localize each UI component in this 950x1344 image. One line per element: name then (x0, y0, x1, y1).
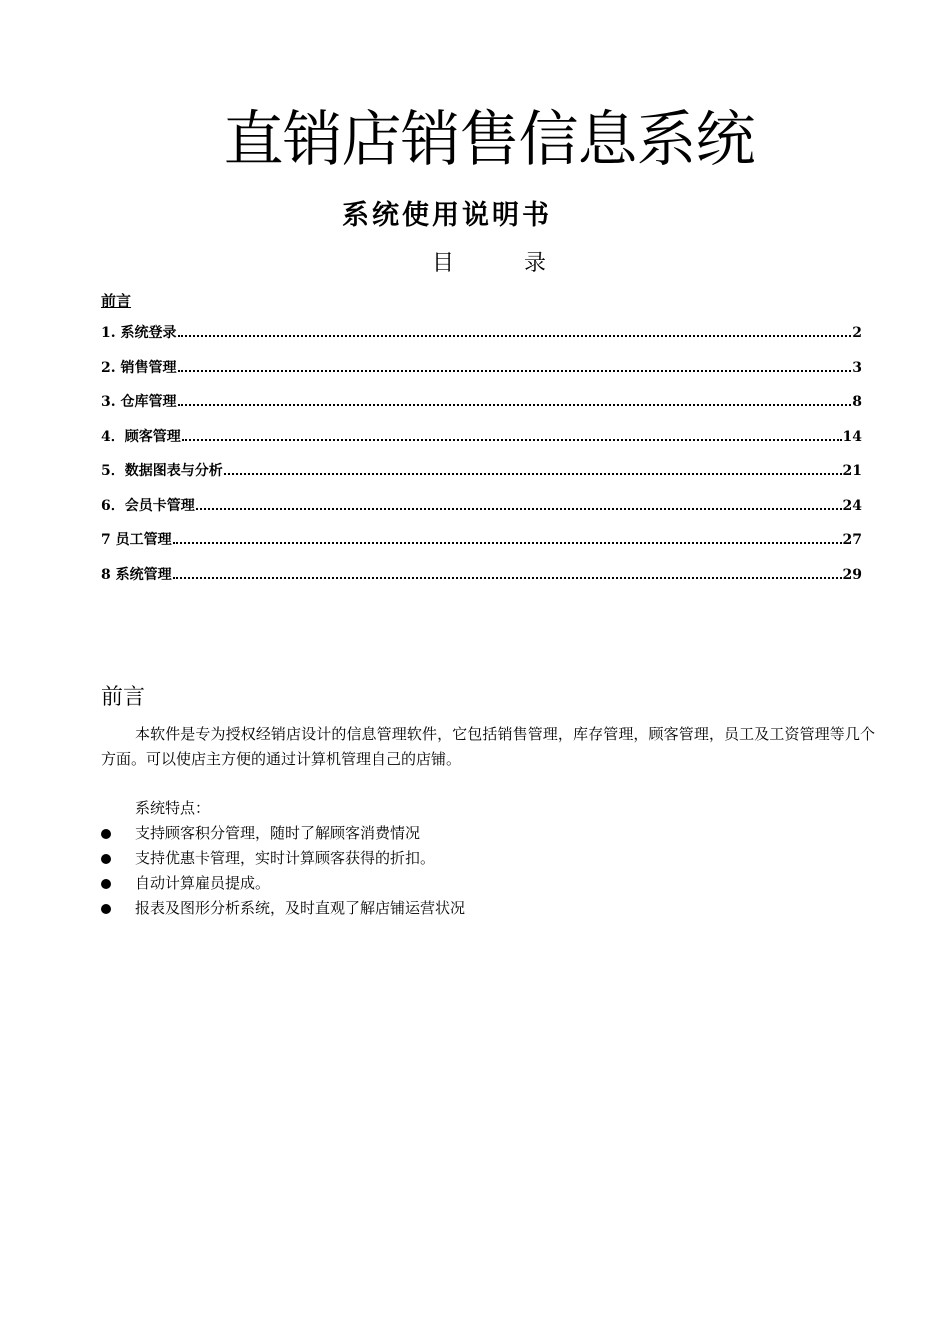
feature-text: 报表及图形分析系统，及时直观了解店铺运营状况 (135, 899, 466, 917)
feature-item (101, 846, 465, 871)
bullet-icon (101, 854, 111, 864)
features-label: 系统特点： (135, 799, 211, 817)
preface-paragraph: 本软件是专为授权经销店设计的信息管理软件，它包括销售管理，库存管理，顾客管理，员工及工资管理等几个方面。可以使店主方便的通过计算机管理自己的店铺。 (101, 725, 875, 768)
table-of-contents (101, 322, 862, 598)
toc-heading-right: 录 (524, 251, 547, 276)
toc-leader-dots (173, 577, 842, 579)
document-subtitle: 系统使用说明书 (342, 200, 552, 231)
toc-entry-label: 3. 仓库管理 (101, 394, 177, 410)
toc-entry-page: 14 (842, 428, 862, 445)
toc-entry-page: 8 (852, 394, 862, 410)
toc-entry-page: 24 (842, 497, 862, 514)
toc-entry[interactable] (101, 322, 862, 357)
toc-entry[interactable] (101, 564, 862, 599)
feature-text: 自动计算雇员提成。 (135, 874, 271, 892)
feature-list (101, 821, 465, 921)
toc-entry[interactable] (101, 460, 862, 495)
toc-leader-dots (178, 335, 852, 337)
toc-leader-dots (196, 508, 842, 510)
toc-preface-link[interactable]: 前言 (101, 292, 132, 310)
toc-leader-dots (182, 439, 842, 441)
toc-entry[interactable] (101, 391, 862, 426)
toc-heading (0, 248, 950, 280)
toc-entry-label: 4．顾客管理 (101, 428, 181, 445)
toc-leader-dots (173, 542, 842, 544)
toc-heading-left: 目 (431, 251, 454, 276)
feature-item (101, 896, 465, 921)
toc-leader-dots (178, 370, 852, 372)
bullet-icon (101, 879, 111, 889)
document-title: 直销店销售信息系统 (223, 105, 755, 175)
toc-entry-page: 29 (842, 566, 862, 583)
toc-entry[interactable] (101, 426, 862, 461)
toc-entry-page: 21 (842, 463, 862, 479)
toc-entry-label: 6．会员卡管理 (101, 497, 195, 514)
toc-entry-label: 8 系统管理 (101, 566, 172, 583)
feature-item (101, 821, 465, 846)
preface-heading: 前言 (101, 685, 146, 710)
feature-text: 支持顾客积分管理，随时了解顾客消费情况 (135, 824, 421, 842)
toc-entry[interactable] (101, 495, 862, 530)
toc-entry-label: 1. 系统登录 (101, 325, 177, 341)
toc-entry-page: 3 (852, 359, 862, 376)
toc-entry-page: 2 (852, 325, 862, 341)
feature-item (101, 871, 465, 896)
toc-entry[interactable] (101, 529, 862, 564)
toc-leader-dots (178, 404, 852, 406)
toc-entry-label: 2. 销售管理 (101, 359, 177, 376)
toc-entry-label: 7 员工管理 (101, 532, 172, 548)
toc-entry[interactable] (101, 357, 862, 392)
toc-leader-dots (224, 473, 842, 475)
toc-entry-page: 27 (842, 532, 862, 548)
toc-entry-label: 5．数据图表与分析 (101, 463, 223, 479)
feature-text: 支持优惠卡管理，实时计算顾客获得的折扣。 (135, 849, 436, 867)
bullet-icon (101, 904, 111, 914)
bullet-icon (101, 829, 111, 839)
